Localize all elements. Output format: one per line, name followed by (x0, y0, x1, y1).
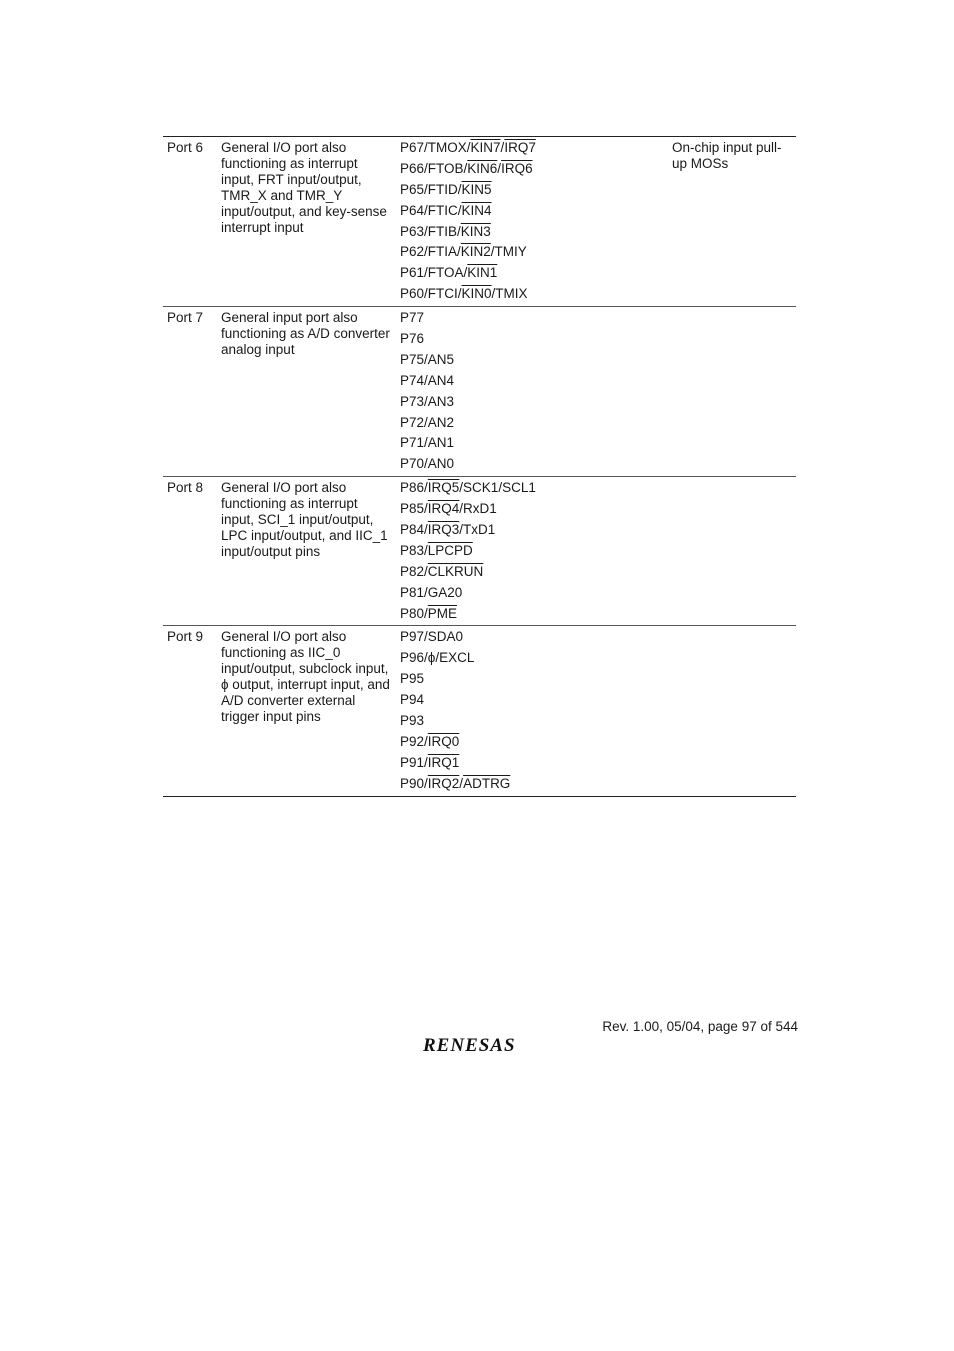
signal-text: P77 (400, 310, 425, 326)
signal-text: / (500, 140, 505, 155)
pin-name (400, 562, 796, 583)
signal-text: P95 (400, 671, 425, 687)
active-low-signal: IRQ4 (427, 501, 460, 517)
table-row (163, 476, 796, 625)
pin-name (400, 308, 796, 329)
pin-name (400, 732, 796, 753)
signal-text: P86/ (400, 480, 428, 496)
pin-name (400, 350, 796, 371)
pin-name (400, 392, 796, 413)
signal-text: P82/ (400, 563, 428, 579)
signal-text: P84/ (400, 522, 428, 538)
signal-text: P74/AN4 (400, 372, 455, 388)
signal-text: /TMIX (491, 286, 528, 302)
signal-text: /TMIY (490, 244, 527, 260)
signal-text: P63/FTIB/ (400, 223, 461, 239)
port-function-table (163, 136, 796, 797)
active-low-signal: IRQ6 (501, 160, 533, 176)
signal-text: P73/AN3 (400, 393, 455, 409)
signal-text: P72/AN2 (400, 414, 455, 430)
pin-name (400, 627, 796, 648)
active-low-signal: KIN5 (461, 181, 492, 197)
pin-name (400, 263, 796, 284)
pin-name (400, 648, 796, 669)
signal-text: P61/FTOA/ (400, 265, 468, 281)
signal-text: P83/ (400, 542, 428, 558)
pin-name (400, 690, 796, 711)
signal-text: P81/GA20 (400, 584, 463, 600)
pin-name (400, 433, 796, 454)
active-low-signal: KIN6 (467, 160, 498, 176)
active-low-signal: KIN3 (460, 223, 491, 239)
pin-name (400, 413, 796, 434)
port-function: General I/O port also functioning as interrupt input, SCI_1 input/output, LPC input/output, and IIC_1 input/output pins (221, 480, 388, 560)
active-low-signal: IRQ3 (427, 522, 460, 538)
port-function: General I/O port also functioning as interrupt input, FRT input/output, TMR_X and TMR_Y input/output, and key-sense interrupt input (221, 140, 387, 235)
signal-text: / (459, 775, 464, 791)
pin-name (400, 478, 796, 499)
active-low-signal: IRQ5 (427, 480, 460, 496)
active-low-signal: KIN0 (461, 286, 492, 302)
pin-name (400, 284, 796, 305)
active-low-signal: IRQ2 (427, 775, 460, 791)
active-low-signal: IRQ7 (504, 140, 536, 155)
renesas-logo (421, 1035, 541, 1060)
signal-text: P66/FTOB/ (400, 160, 468, 176)
pin-name (400, 541, 796, 562)
signal-text: P67/TMOX/ (400, 140, 471, 155)
pin-name (400, 454, 796, 475)
pin-name (400, 329, 796, 350)
table-row (163, 137, 796, 306)
signal-text: P96/ϕ/EXCL (400, 650, 475, 666)
signal-text: P65/FTID/ (400, 181, 462, 197)
signal-text: /SCK1/SCL1 (459, 480, 536, 496)
pin-name (400, 499, 796, 520)
port-name: Port 6 (167, 140, 204, 155)
signal-text: P80/ (400, 605, 428, 621)
active-low-signal: KIN4 (461, 202, 492, 218)
signal-text: P75/AN5 (400, 351, 455, 367)
pin-name (400, 242, 796, 263)
signal-text: P60/FTCI/ (400, 286, 462, 302)
active-low-signal: ADTRG (463, 775, 511, 791)
pin-name (400, 180, 796, 201)
port-note: On-chip input pull-up MOSs (672, 140, 782, 171)
active-low-signal: IRQ1 (427, 754, 460, 770)
pin-name (400, 604, 796, 625)
signal-text: P97/SDA0 (400, 629, 464, 645)
table-row (163, 625, 796, 795)
active-low-signal: KIN2 (460, 244, 491, 260)
signal-text: P93 (400, 713, 425, 729)
pin-name (400, 753, 796, 774)
active-low-signal: IRQ0 (427, 733, 460, 749)
signal-text: P62/FTIA/ (400, 244, 461, 260)
signal-text: P91/ (400, 754, 428, 770)
pin-name (400, 711, 796, 732)
active-low-signal: CLKRUN (427, 563, 484, 579)
signal-text: P71/AN1 (400, 435, 455, 451)
signal-text: P70/AN0 (400, 456, 455, 472)
signal-text: P76 (400, 331, 425, 347)
pin-name (400, 371, 796, 392)
page-footer-info: Rev. 1.00, 05/04, page 97 of 544 (602, 1019, 798, 1034)
table-row (163, 306, 796, 476)
pin-name (400, 222, 796, 243)
signal-text: /RxD1 (459, 501, 497, 517)
port-function: General input port also functioning as A/D converter analog input (221, 310, 390, 358)
pin-name (400, 774, 796, 795)
port-name: Port 9 (167, 629, 204, 645)
active-low-signal: LPCPD (427, 542, 473, 558)
pin-name (400, 583, 796, 604)
pin-name (400, 669, 796, 690)
signal-text: P92/ (400, 733, 428, 749)
port-name: Port 7 (167, 310, 204, 326)
signal-text: P90/ (400, 775, 428, 791)
signal-text: / (497, 160, 502, 176)
signal-text: P94 (400, 692, 425, 708)
pin-name (400, 201, 796, 222)
port-function: General I/O port also functioning as IIC_0 input/output, subclock input, ϕ output, interrupt input, and A/D converter external trigger input pins (221, 629, 390, 725)
pin-name (400, 520, 796, 541)
signal-text: P64/FTIC/ (400, 202, 462, 218)
signal-text: /TxD1 (459, 522, 496, 538)
renesas-logo-text: RENESAS (423, 1035, 516, 1055)
signal-text: P85/ (400, 501, 428, 517)
active-low-signal: KIN1 (467, 265, 498, 281)
port-name: Port 8 (167, 480, 204, 496)
active-low-signal: $\overline{PME}$ (427, 605, 458, 621)
active-low-signal: KIN7 (470, 140, 501, 155)
